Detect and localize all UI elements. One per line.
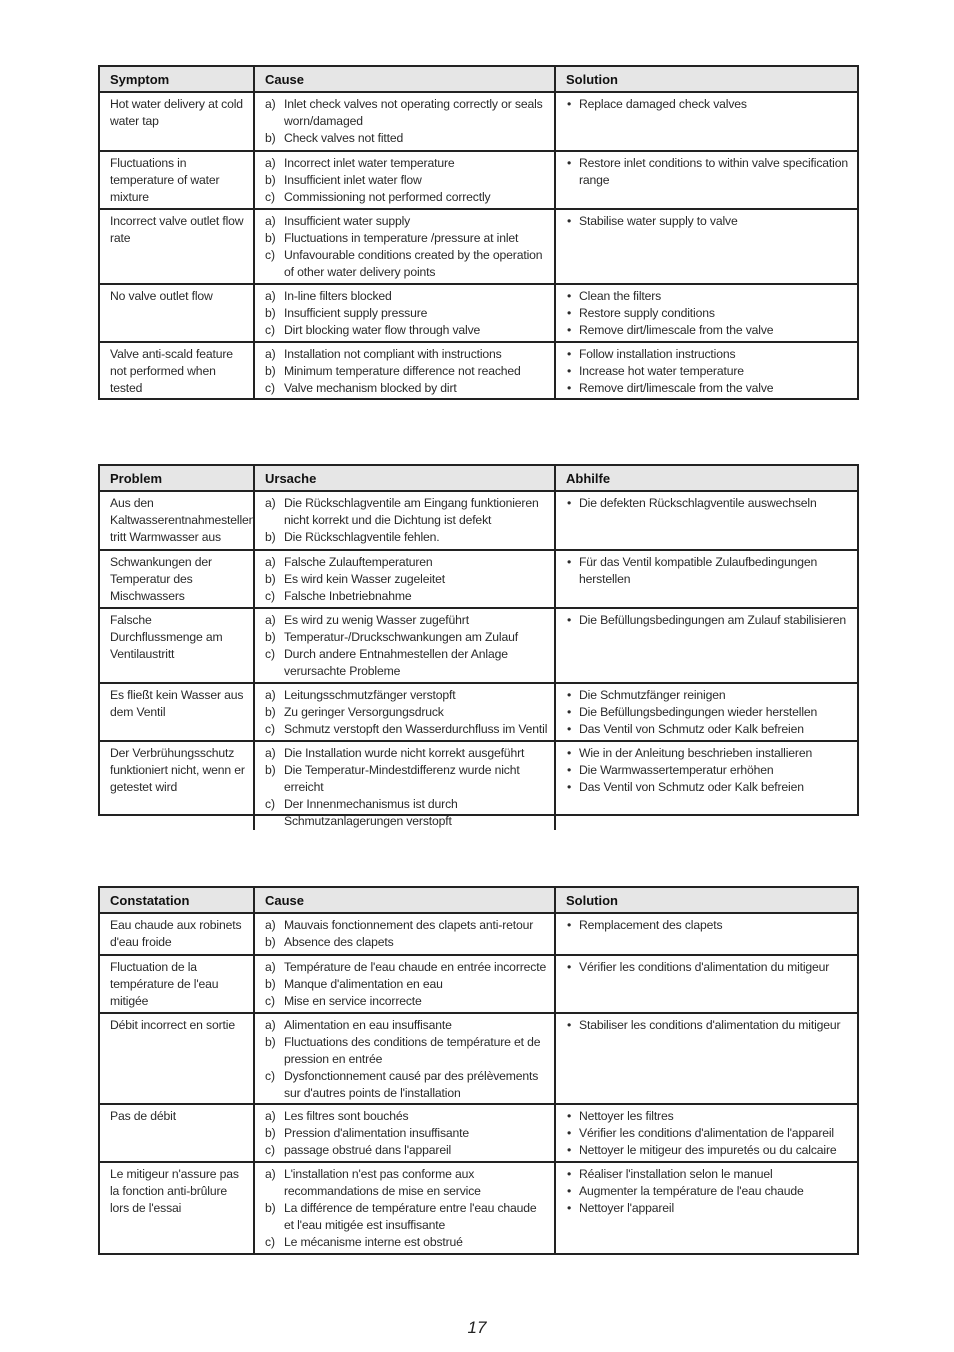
cause-item	[265, 704, 548, 721]
solution-item	[566, 1183, 851, 1200]
cause-cell	[253, 343, 554, 398]
solution-text: Die Warmwassertemperatur erhöhen	[579, 763, 774, 777]
symptom-cell: Falsche Durchflussmenge am Ventilaustritt	[110, 613, 223, 661]
cause-letter: a)	[265, 688, 276, 702]
symptom-cell: Aus den Kaltwasserentnahmestellen tritt Warmwasser aus	[110, 496, 256, 544]
solution-item	[566, 305, 851, 322]
bullet-icon: •	[567, 705, 572, 719]
solution-text: Réaliser l'installation selon le manuel	[579, 1167, 773, 1181]
solution-text: Vérifier les conditions d'alimentation du mitigeur	[579, 960, 830, 974]
table-row	[100, 150, 857, 208]
cause-item	[265, 721, 548, 738]
cause-cell	[253, 1163, 554, 1253]
solution-cell	[554, 1014, 857, 1103]
bullet-icon: •	[567, 613, 572, 627]
table-row	[100, 549, 857, 607]
cause-letter: c)	[265, 248, 275, 262]
cause-text: Incorrect inlet water temperature	[284, 156, 455, 170]
table-row	[100, 492, 857, 549]
solution-cell	[554, 956, 857, 1012]
cause-item	[265, 796, 548, 830]
table-row	[100, 341, 857, 398]
symptom-cell: No valve outlet flow	[110, 289, 213, 303]
solution-item	[566, 1108, 851, 1125]
cause-cell	[253, 492, 554, 549]
solution-text: Augmenter la température de l'eau chaude	[579, 1184, 804, 1198]
solution-cell	[554, 684, 857, 740]
header-problem: Problem	[110, 471, 163, 486]
cause-text: Schmutz verstopft den Wasserdurchfluss im Ventil	[284, 722, 548, 736]
solution-cell	[554, 343, 857, 398]
solution-text: Das Ventil von Schmutz oder Kalk befreien	[579, 780, 804, 794]
cause-item	[265, 1200, 548, 1234]
cause-letter: b)	[265, 763, 276, 777]
table-header	[100, 466, 857, 492]
cause-letter: c)	[265, 190, 275, 204]
bullet-icon: •	[567, 763, 572, 777]
cause-item	[265, 305, 548, 322]
solution-item	[566, 704, 851, 721]
symptom-cell: Valve anti-scald feature not performed when tested	[110, 347, 233, 395]
cause-text: Le mécanisme interne est obstrué	[284, 1235, 463, 1249]
solution-cell	[554, 551, 857, 607]
solution-item	[566, 1200, 851, 1217]
cause-text: Temperatur-/Druckschwankungen am Zulauf	[284, 630, 518, 644]
bullet-icon: •	[567, 381, 572, 395]
cause-text: Fluctuations des conditions de température et de pression en entrée	[284, 1035, 541, 1066]
bullet-icon: •	[567, 1126, 572, 1140]
cause-text: Absence des clapets	[284, 935, 394, 949]
cause-text: Température de l'eau chaude en entrée incorrecte	[284, 960, 547, 974]
cause-letter: b)	[265, 572, 276, 586]
cause-letter: b)	[265, 131, 276, 145]
header-solution: Solution	[554, 888, 857, 912]
cause-letter: c)	[265, 1143, 275, 1157]
solution-text: Restore supply conditions	[579, 306, 715, 320]
solution-text: Remove dirt/limescale from the valve	[579, 381, 774, 395]
cause-item	[265, 230, 548, 247]
bullet-icon: •	[567, 1109, 572, 1123]
cause-item	[265, 189, 548, 206]
bullet-icon: •	[567, 156, 572, 170]
bullet-icon: •	[567, 496, 572, 510]
cause-item	[265, 1068, 548, 1102]
solution-item	[566, 762, 851, 779]
bullet-icon: •	[567, 306, 572, 320]
cause-text: In-line filters blocked	[284, 289, 392, 303]
cause-letter: c)	[265, 589, 275, 603]
cause-text: Mise en service incorrecte	[284, 994, 422, 1008]
table-body	[100, 914, 857, 1253]
solution-item	[566, 380, 851, 397]
cause-text: Dysfonctionnement causé par des prélèvements sur d'autres points de l'installation	[284, 1069, 539, 1100]
solution-text: Increase hot water temperature	[579, 364, 744, 378]
solution-text: Nettoyer le mitigeur des impuretés ou du calcaire	[579, 1143, 837, 1157]
table-row	[100, 1103, 857, 1161]
solution-item	[566, 1166, 851, 1183]
solution-text: Vérifier les conditions d'alimentation de l'appareil	[579, 1126, 834, 1140]
solution-text: Die Befüllungsbedingungen am Zulauf stabilisieren	[579, 613, 847, 627]
header-symptom: Symptom	[110, 72, 170, 87]
cause-text: Der Innenmechanismus ist durch Schmutzanlagerungen verstopft	[284, 797, 458, 828]
cause-letter: c)	[265, 797, 275, 811]
symptom-cell: Eau chaude aux robinets d'eau froide	[110, 918, 242, 949]
cause-text: Installation not compliant with instructions	[284, 347, 502, 361]
table-row	[100, 283, 857, 341]
solution-text: Nettoyer l'appareil	[579, 1201, 674, 1215]
cause-text: La différence de température entre l'eau chaude et l'eau mitigée est insuffisante	[284, 1201, 537, 1232]
cause-item	[265, 993, 548, 1010]
cause-item	[265, 917, 548, 934]
cause-text: Die Rückschlagventile fehlen.	[284, 530, 440, 544]
bullet-icon: •	[567, 1184, 572, 1198]
solution-cell	[554, 609, 857, 682]
cause-letter: a)	[265, 496, 276, 510]
cause-item	[265, 745, 548, 762]
header-abhilfe: Abhilfe	[554, 466, 857, 490]
solution-item	[566, 495, 851, 512]
cause-letter: c)	[265, 994, 275, 1008]
bullet-icon: •	[567, 289, 572, 303]
cause-item	[265, 1166, 548, 1200]
cause-text: L'installation n'est pas conforme aux recommandations de mise en service	[284, 1167, 481, 1198]
troubleshooting-table-de	[98, 464, 859, 828]
bullet-icon: •	[567, 364, 572, 378]
table-row	[100, 607, 857, 682]
cause-cell	[253, 1105, 554, 1161]
cause-cell	[253, 285, 554, 341]
cause-letter: c)	[265, 1069, 275, 1083]
table-body	[100, 492, 857, 828]
cause-item	[265, 762, 548, 796]
bullet-icon: •	[567, 780, 572, 794]
solution-item	[566, 213, 851, 230]
cause-text: Dirt blocking water flow through valve	[284, 323, 481, 337]
cause-letter: b)	[265, 705, 276, 719]
solution-item	[566, 322, 851, 339]
cause-item	[265, 322, 548, 339]
solution-text: Remplacement des clapets	[579, 918, 723, 932]
cause-item	[265, 1234, 548, 1251]
cause-item	[265, 1125, 548, 1142]
cause-letter: b)	[265, 530, 276, 544]
cause-text: Es wird kein Wasser zugeleitet	[284, 572, 445, 586]
cause-cell	[253, 956, 554, 1012]
symptom-cell: Es fließt kein Wasser aus dem Ventil	[110, 688, 244, 719]
solution-text: Clean the filters	[579, 289, 662, 303]
cause-letter: c)	[265, 722, 275, 736]
cause-letter: a)	[265, 214, 276, 228]
symptom-cell: Débit incorrect en sortie	[110, 1018, 235, 1032]
header-cause: Cause	[253, 67, 554, 91]
solution-text: Remove dirt/limescale from the valve	[579, 323, 774, 337]
solution-text: Die defekten Rückschlagventile auswechseln	[579, 496, 817, 510]
table-header	[100, 888, 857, 914]
solution-text: Stabilise water supply to valve	[579, 214, 738, 228]
table-row	[100, 208, 857, 283]
cause-text: Leitungsschmutzfänger verstopft	[284, 688, 456, 702]
symptom-cell: Le mitigeur n'assure pas la fonction anti-brûlure lors de l'essai	[110, 1167, 239, 1215]
bullet-icon: •	[567, 214, 572, 228]
solution-cell	[554, 1163, 857, 1253]
table-row	[100, 954, 857, 1012]
cause-letter: b)	[265, 173, 276, 187]
cause-item	[265, 96, 548, 130]
cause-item	[265, 1142, 548, 1159]
header-ursache: Ursache	[253, 466, 554, 490]
symptom-cell: Fluctuations in temperature of water mixture	[110, 156, 220, 204]
cause-letter: a)	[265, 97, 276, 111]
solution-text: Stabiliser les conditions d'alimentation du mitigeur	[579, 1018, 841, 1032]
cause-letter: a)	[265, 918, 276, 932]
cause-cell	[253, 742, 554, 830]
cause-text: Minimum temperature difference not reached	[284, 364, 521, 378]
solution-cell	[554, 492, 857, 549]
bullet-icon: •	[567, 1018, 572, 1032]
cause-item	[265, 130, 548, 147]
cause-item	[265, 1034, 548, 1068]
symptom-cell: Schwankungen der Temperatur des Mischwassers	[110, 555, 212, 603]
solution-cell	[554, 210, 857, 283]
cause-cell	[253, 914, 554, 954]
cause-text: Alimentation en eau insuffisante	[284, 1018, 452, 1032]
bullet-icon: •	[567, 722, 572, 736]
cause-text: Les filtres sont bouchés	[284, 1109, 409, 1123]
cause-letter: b)	[265, 231, 276, 245]
solution-item	[566, 745, 851, 762]
cause-letter: b)	[265, 977, 276, 991]
symptom-cell: Pas de débit	[110, 1109, 176, 1123]
solution-text: Nettoyer les filtres	[579, 1109, 674, 1123]
cause-text: Durch andere Entnahmestellen der Anlage verursachte Probleme	[284, 647, 508, 678]
bullet-icon: •	[567, 555, 572, 569]
cause-text: Valve mechanism blocked by dirt	[284, 381, 457, 395]
solution-text: Restore inlet conditions to within valve specification range	[579, 156, 848, 187]
cause-letter: c)	[265, 647, 275, 661]
table-row	[100, 1161, 857, 1253]
solution-cell	[554, 914, 857, 954]
cause-item	[265, 172, 548, 189]
header-constatation: Constatation	[110, 893, 190, 908]
cause-letter: b)	[265, 935, 276, 949]
table-row	[100, 682, 857, 740]
cause-item	[265, 247, 548, 281]
solution-item	[566, 687, 851, 704]
cause-item	[265, 1017, 548, 1034]
cause-text: passage obstrué dans l'appareil	[284, 1143, 452, 1157]
cause-letter: a)	[265, 960, 276, 974]
solution-item	[566, 1142, 851, 1159]
cause-letter: a)	[265, 555, 276, 569]
solution-text: Die Befüllungsbedingungen wieder herstellen	[579, 705, 818, 719]
cause-item	[265, 288, 548, 305]
cause-item	[265, 934, 548, 951]
bullet-icon: •	[567, 688, 572, 702]
cause-item	[265, 1108, 548, 1125]
solution-item	[566, 612, 851, 629]
solution-text: Wie in der Anleitung beschrieben installieren	[579, 746, 813, 760]
solution-text: Die Schmutzfänger reinigen	[579, 688, 726, 702]
cause-item	[265, 959, 548, 976]
symptom-cell: Der Verbrühungsschutz funktioniert nicht, wenn er getestet wird	[110, 746, 245, 794]
cause-letter: a)	[265, 289, 276, 303]
solution-item	[566, 1017, 851, 1034]
cause-text: Es wird zu wenig Wasser zugeführt	[284, 613, 469, 627]
header-cause: Cause	[253, 888, 554, 912]
table-row	[100, 914, 857, 954]
cause-text: Mauvais fonctionnement des clapets anti-retour	[284, 918, 534, 932]
cause-item	[265, 529, 548, 546]
cause-cell	[253, 152, 554, 208]
cause-item	[265, 346, 548, 363]
header-solution: Solution	[554, 67, 857, 91]
cause-text: Fluctuations in temperature /pressure at inlet	[284, 231, 519, 245]
bullet-icon: •	[567, 918, 572, 932]
cause-item	[265, 646, 548, 680]
cause-letter: b)	[265, 630, 276, 644]
bullet-icon: •	[567, 97, 572, 111]
cause-text: Commissioning not performed correctly	[284, 190, 491, 204]
solution-text: Für das Ventil kompatible Zulaufbedingungen herstellen	[579, 555, 818, 586]
cause-text: Die Rückschlagventile am Eingang funktionieren nicht korrekt und die Dichtung ist defekt	[284, 496, 539, 527]
cause-item	[265, 213, 548, 230]
cause-letter: a)	[265, 613, 276, 627]
cause-text: Manque d'alimentation en eau	[284, 977, 443, 991]
cause-item	[265, 976, 548, 993]
cause-item	[265, 588, 548, 605]
solution-item	[566, 959, 851, 976]
cause-text: Pression d'alimentation insuffisante	[284, 1126, 470, 1140]
cause-item	[265, 687, 548, 704]
bullet-icon: •	[567, 1201, 572, 1215]
cause-text: Falsche Zulauftemperaturen	[284, 555, 433, 569]
bullet-icon: •	[567, 960, 572, 974]
bullet-icon: •	[567, 746, 572, 760]
cause-letter: a)	[265, 1018, 276, 1032]
cause-letter: a)	[265, 1109, 276, 1123]
cause-item	[265, 380, 548, 397]
cause-item	[265, 363, 548, 380]
bullet-icon: •	[567, 347, 572, 361]
solution-text: Replace damaged check valves	[579, 97, 747, 111]
solution-item	[566, 288, 851, 305]
solution-item	[566, 155, 851, 189]
solution-item	[566, 779, 851, 796]
solution-item	[566, 346, 851, 363]
cause-item	[265, 612, 548, 629]
cause-letter: b)	[265, 1201, 276, 1215]
cause-item	[265, 629, 548, 646]
troubleshooting-table-en	[98, 65, 859, 400]
cause-letter: c)	[265, 323, 275, 337]
solution-item	[566, 363, 851, 380]
cause-letter: b)	[265, 306, 276, 320]
cause-letter: b)	[265, 364, 276, 378]
cause-letter: c)	[265, 1235, 275, 1249]
symptom-cell: Incorrect valve outlet flow rate	[110, 214, 244, 245]
cause-item	[265, 495, 548, 529]
cause-text: Inlet check valves not operating correctly or seals worn/damaged	[284, 97, 543, 128]
cause-item	[265, 155, 548, 172]
cause-letter: a)	[265, 347, 276, 361]
solution-item	[566, 721, 851, 738]
bullet-icon: •	[567, 323, 572, 337]
cause-text: Check valves not fitted	[284, 131, 404, 145]
cause-letter: b)	[265, 1035, 276, 1049]
solution-cell	[554, 1105, 857, 1161]
cause-text: Unfavourable conditions created by the operation of other water delivery points	[284, 248, 543, 279]
cause-text: Die Installation wurde nicht korrekt ausgeführt	[284, 746, 525, 760]
solution-item	[566, 1125, 851, 1142]
cause-text: Insufficient water supply	[284, 214, 411, 228]
page-number: 17	[467, 1318, 487, 1337]
solution-cell	[554, 742, 857, 830]
cause-cell	[253, 551, 554, 607]
bullet-icon: •	[567, 1167, 572, 1181]
cause-letter: a)	[265, 746, 276, 760]
solution-item	[566, 96, 851, 113]
solution-cell	[554, 285, 857, 341]
symptom-cell: Fluctuation de la température de l'eau mitigée	[110, 960, 219, 1008]
cause-text: Die Temperatur-Mindestdifferenz wurde nicht erreicht	[284, 763, 520, 794]
cause-item	[265, 571, 548, 588]
troubleshooting-table-fr	[98, 886, 859, 1255]
cause-cell	[253, 684, 554, 740]
table-header	[100, 67, 857, 93]
table-row	[100, 1012, 857, 1103]
cause-cell	[253, 210, 554, 283]
cause-text: Zu geringer Versorgungsdruck	[284, 705, 444, 719]
solution-text: Follow installation instructions	[579, 347, 736, 361]
cause-text: Insufficient inlet water flow	[284, 173, 422, 187]
cause-cell	[253, 609, 554, 682]
cause-cell	[253, 93, 554, 150]
cause-cell	[253, 1014, 554, 1103]
solution-item	[566, 917, 851, 934]
solution-text: Das Ventil von Schmutz oder Kalk befreien	[579, 722, 804, 736]
cause-letter: c)	[265, 381, 275, 395]
cause-letter: a)	[265, 156, 276, 170]
cause-text: Falsche Inbetriebnahme	[284, 589, 412, 603]
table-body	[100, 93, 857, 398]
solution-cell	[554, 93, 857, 150]
bullet-icon: •	[567, 1143, 572, 1157]
solution-item	[566, 554, 851, 588]
cause-letter: b)	[265, 1126, 276, 1140]
table-row	[100, 740, 857, 828]
cause-text: Insufficient supply pressure	[284, 306, 428, 320]
solution-cell	[554, 152, 857, 208]
table-row	[100, 93, 857, 150]
cause-letter: a)	[265, 1167, 276, 1181]
cause-item	[265, 554, 548, 571]
symptom-cell: Hot water delivery at cold water tap	[110, 97, 243, 128]
